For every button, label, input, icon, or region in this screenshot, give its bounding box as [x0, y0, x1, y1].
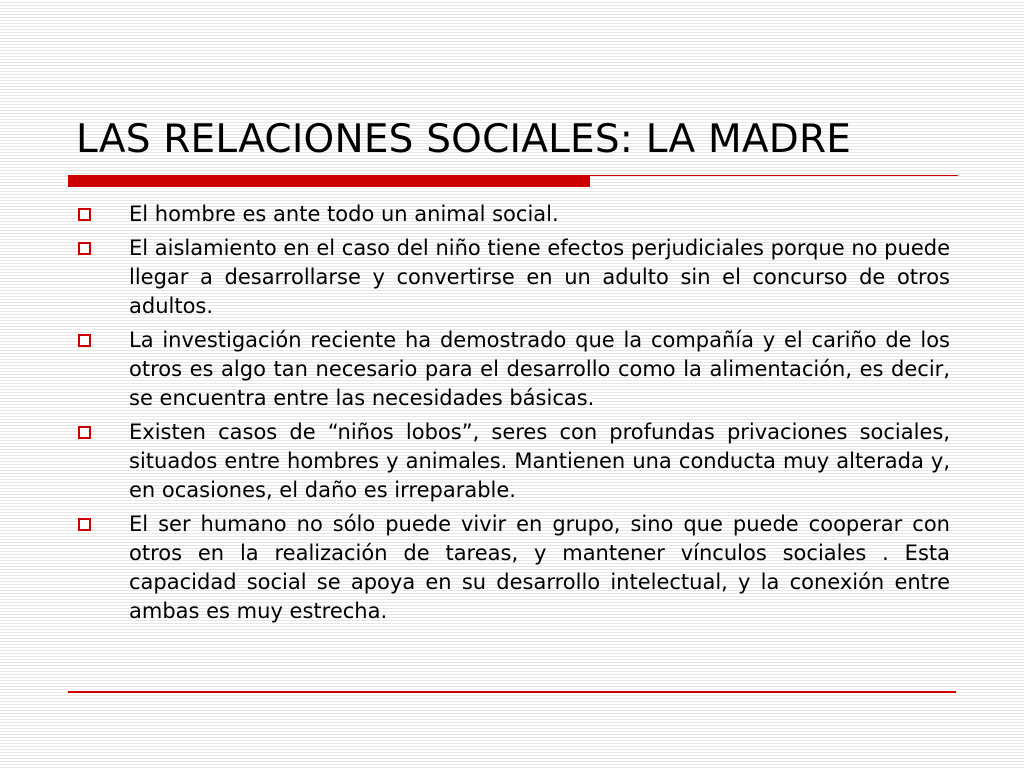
slide-title: LAS RELACIONES SOCIALES: LA MADRE [76, 117, 852, 162]
bullet-item [76, 418, 950, 505]
bullet-text: El hombre es ante todo un animal social. [129, 202, 559, 226]
bullet-list [76, 200, 950, 631]
bullet-text: El ser humano no sólo puede vivir en grupo, sino que puede cooperar con otros en la realización de tareas, y mantener vínculos sociales . Esta capacidad social se apoya en su desarrollo intelectual, y la conexión entre ambas es muy estrecha. [129, 512, 950, 623]
footer-divider [68, 691, 956, 693]
square-bullet-icon [78, 518, 91, 531]
bullet-text: Existen casos de “niños lobos”, seres con profundas privaciones sociales, situados entre hombres y animales. Mantienen una conducta muy alterada y, en ocasiones, el daño es irreparable. [129, 420, 950, 502]
bullet-item [76, 510, 950, 626]
square-bullet-icon [78, 334, 91, 347]
square-bullet-icon [78, 426, 91, 439]
square-bullet-icon [78, 242, 91, 255]
bullet-item [76, 200, 950, 229]
square-bullet-icon [78, 208, 91, 221]
bullet-item [76, 326, 950, 413]
title-underline-thick [68, 175, 590, 187]
bullet-text: El aislamiento en el caso del niño tiene efectos perjudiciales porque no puede llegar a desarrollarse y convertirse en un adulto sin el concurso de otros adultos. [129, 236, 950, 318]
bullet-text: La investigación reciente ha demostrado que la compañía y el cariño de los otros es algo tan necesario para el desarrollo como la alimentación, es decir, se encuentra entre las necesidades básicas. [129, 328, 950, 410]
bullet-item [76, 234, 950, 321]
